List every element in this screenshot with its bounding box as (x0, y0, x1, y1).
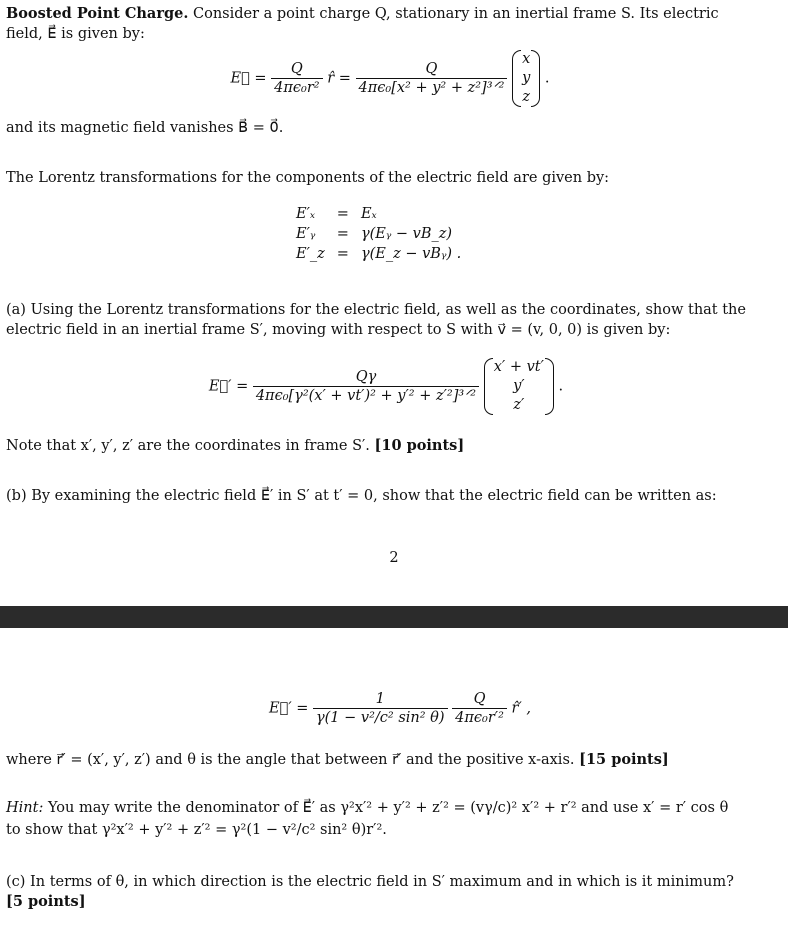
page-separator (0, 606, 788, 628)
eq2-frac (253, 368, 479, 405)
lorentz-intro: The Lorentz transformations for the components of the electric field are given by: (6, 170, 610, 186)
eq2-vec-x: x′ + vt′ (493, 359, 544, 375)
part-c-line1: (c) In terms of θ, in which direction is the electric field in S′ maximum and in which is it minimum? (6, 874, 734, 890)
intro-text-1: Consider a point charge Q, stationary in an inertial frame S. Its electric (193, 6, 719, 22)
lorentz-equals: = (336, 246, 349, 262)
eq3-frac1-den: γ(1 − v²/c² sin² θ) (315, 710, 445, 726)
where-points: [15 points] (579, 751, 669, 768)
eq1-vec-y: y (522, 70, 531, 86)
magnetic-field-line: and its magnetic field vanishes B⃗ = 0⃗. (6, 120, 284, 136)
eq1-position-vector (512, 50, 540, 107)
eq3-frac1-num: 1 (313, 690, 448, 709)
page-bottom (0, 628, 788, 926)
eq1-lhs: E⃗ = (230, 70, 267, 87)
where-line (6, 750, 782, 770)
eq1-frac2-den: 4πϵ₀[x² + y² + z²]³ᐟ² (358, 80, 505, 96)
eq3-tail: r̂′ , (511, 700, 531, 717)
intro-paragraph-line1 (6, 4, 782, 24)
eq2-frac-num: Qγ (253, 368, 479, 387)
intro-text-2: field, E⃗ is given by: (6, 26, 145, 42)
eq3-frac2-num: Q (452, 690, 507, 709)
problem-title: Boosted Point Charge. (6, 5, 189, 22)
lorentz-row (290, 224, 467, 244)
eq2-lhs: E⃗′ = (208, 378, 249, 395)
lorentz-rhs: γ(E_z − vBᵧ) . (360, 246, 462, 262)
eq3-frac1 (313, 690, 448, 727)
eq1-vec-z: z (522, 89, 530, 105)
part-c-points: [5 points] (6, 893, 86, 910)
eq3-frac2 (452, 690, 507, 727)
note-line (6, 436, 782, 456)
eq2-frac-den: 4πϵ₀[γ²(x′ + vt′)² + y′² + z′²]³ᐟ² (255, 388, 477, 404)
eq2-position-vector (484, 358, 554, 415)
hint-text-2: to show that γ²x′² + y′² + z′² = γ²(1 − v²/c² sin² θ)r′². (6, 822, 387, 838)
eq1-frac1-den: 4πϵ₀r² (274, 80, 320, 96)
part-b-line: (b) By examining the electric field E⃗′ in S′ at t′ = 0, show that the electric field can be written as: (6, 488, 717, 504)
equation-coulomb-field (210, 50, 570, 106)
part-a-line1: (a) Using the Lorentz transformations for the electric field, as well as the coordinates, show that the (6, 302, 746, 318)
lorentz-equals: = (336, 226, 349, 242)
eq3-frac2-den: 4πϵ₀r′² (455, 710, 504, 726)
eq2-dot: . (558, 378, 564, 395)
eq1-dot: . (544, 70, 550, 87)
eq1-frac2-num: Q (356, 60, 508, 79)
eq2-vec-z: z′ (513, 397, 525, 413)
lorentz-lhs: E′ₓ (296, 206, 316, 222)
page-number: 2 (389, 550, 399, 566)
part-a-line2: electric field in an inertial frame S′, moving with respect to S with v⃗ = (v, 0, 0) is given by: (6, 322, 671, 338)
eq1-frac2 (356, 60, 508, 97)
eq1-vec-x: x (522, 51, 531, 67)
hint-text-1: You may write the denominator of E⃗′ as γ²x′² + y′² + z′² = (vγ/c)² x′² + r′² and use x′ = r′ cos θ (47, 800, 729, 816)
equation-angular-field (200, 690, 600, 748)
equation-boosted-field (186, 358, 586, 422)
lorentz-transform-table (290, 204, 467, 264)
hint-line1 (6, 798, 782, 818)
eq1-rhat: r̂ = (327, 70, 351, 87)
eq1-frac1 (271, 60, 322, 97)
lorentz-lhs: E′_z (296, 246, 325, 262)
hint-label: Hint: (6, 800, 44, 816)
where-text: where r⃗′ = (x′, y′, z′) and θ is the angle that between r⃗′ and the positive x-axis. (6, 752, 575, 768)
eq2-vec-y: y′ (513, 378, 525, 394)
eq3-lhs: E⃗′ = (269, 700, 309, 717)
note-text: Note that x′, y′, z′ are the coordinates in frame S′. (6, 438, 370, 454)
note-points: [10 points] (374, 437, 465, 454)
lorentz-lhs: E′ᵧ (296, 226, 316, 242)
lorentz-rhs: γ(Eᵧ − vB_z) (360, 226, 453, 242)
lorentz-row (290, 204, 467, 224)
lorentz-row (290, 244, 467, 264)
lorentz-rhs: Eₓ (360, 206, 377, 222)
eq1-frac1-num: Q (271, 60, 322, 79)
lorentz-equals: = (336, 206, 349, 222)
